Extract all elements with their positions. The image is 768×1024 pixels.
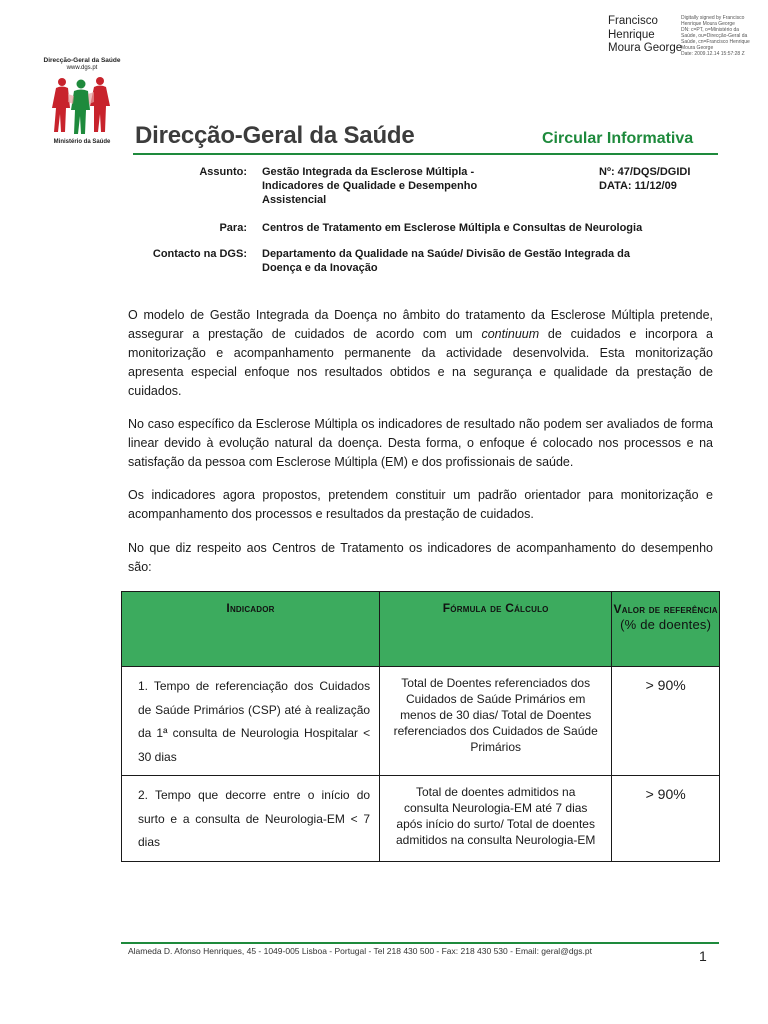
assunto-label: Assunto: [199, 166, 247, 178]
footer-divider [121, 942, 719, 944]
assunto-line: Indicadores de Qualidade e Desempenho [262, 180, 478, 192]
circular-date: DATA: 11/12/09 [599, 180, 677, 192]
logo-url: www.dgs.pt [66, 65, 98, 71]
header-valor-wrap [612, 592, 719, 633]
contacto-line: Doença e da Inovação [262, 262, 378, 274]
paragraph-1-text-a: O modelo de Gestão Integrada da Doença no âmbito do tratamento da Esclerose Múltipla pretende, assegurar a prestação de cuidados de acordo com um [128, 308, 713, 341]
paragraph-2-text: No caso específico da Esclerose Múltipla os indicadores de resultado não podem ser avaliados de forma linear devido à evolução natural da doença. Desta forma, o enfoque é colocado nos processos e na satisfação da pessoa com Esclerose Múltipla (EM) e dos profissionais de saúde. [128, 417, 713, 469]
paragraph-3-text: Os indicadores agora propostos, pretendem constituir um padrão orientador para monitorização e acompanhamento dos processos e resultados da prestação de cuidados. [128, 488, 713, 521]
row-1-formula: Total de Doentes referenciados dos Cuidados de Saúde Primários em menos de 30 dias/ Total de Doentes referenciados dos Cuidados de Saúde Primários [380, 667, 612, 776]
paragraph-1-text-b: de cuidados e incorpora a monitorização e acompanhamento permanente da actividade desenvolvida. Esta monitorização apresenta especial enfoque nos resultados obtidos e na segurança e qualidade da prestação de cuidados. [128, 327, 713, 398]
signature-details [681, 15, 757, 57]
indicator-table [121, 591, 720, 862]
dgs-logo-icon [48, 74, 118, 138]
contacto-value [262, 247, 630, 275]
signature-name-line: Moura George [608, 42, 683, 54]
signature-name-line: Henrique [608, 28, 655, 41]
signature-detail-line: Saúde, ou=Direcção-Geral da [681, 33, 748, 39]
header-indicador-label: Indicador [226, 601, 275, 615]
page-number: 1 [699, 948, 707, 964]
para-label: Para: [219, 222, 247, 234]
row-2-valor: > 90% [612, 776, 720, 862]
row-2-indicador: 2. Tempo que decorre entre o início do surto e a consulta de Neurologia-EM < 7 dias [122, 776, 380, 862]
paragraph-4-text: No que diz respeito aos Centros de Tratamento os indicadores de acompanhamento do desempenho são: [128, 541, 713, 574]
row-1-valor: > 90% [612, 667, 720, 776]
document-type: Circular Informativa [542, 130, 694, 147]
header-valor [612, 592, 720, 667]
signature-detail-line: DN: c=PT, o=Ministério da [681, 27, 740, 33]
page-title: Direcção-Geral da Saúde [135, 122, 415, 149]
signature-detail-line: Moura George [681, 45, 714, 51]
assunto-value [262, 165, 477, 207]
table-header-row [122, 592, 720, 667]
signature-name-line: Francisco [608, 15, 658, 27]
signature-detail-line: Date: 2009.12.14 15:57:28 Z [681, 51, 745, 57]
table-row [122, 667, 720, 776]
header-indicador [122, 592, 380, 667]
logo-org-name: Direcção-Geral da Saúde [43, 57, 121, 64]
signature-detail-line: Digitally signed by Francisco [681, 15, 745, 21]
paragraph-3 [128, 486, 713, 524]
paragraph-2 [128, 415, 713, 472]
contacto-line: Departamento da Qualidade na Saúde/ Divisão de Gestão Integrada da [262, 248, 630, 260]
header-valor-sub: (% de doentes) [620, 617, 712, 632]
contacto-label: Contacto na DGS: [152, 248, 247, 260]
assunto-line: Gestão Integrada da Esclerose Múltipla - [262, 166, 475, 178]
row-1-indicador: 1. Tempo de referenciação dos Cuidados de Saúde Primários (CSP) até à realização da 1ª consulta de Neurologia Hospitalar < 30 dias [122, 667, 380, 776]
header-formula [380, 592, 612, 667]
table-row [122, 776, 720, 862]
logo-ministry: Ministério da Saúde [53, 139, 111, 145]
paragraph-4 [128, 539, 713, 577]
header-formula-label: Fórmula de Cálculo [442, 601, 549, 615]
paragraph-1 [128, 306, 713, 401]
signature-detail-line: Saúde, cn=Francisco Henrique [681, 39, 750, 45]
header-valor-label: Valor de referência [613, 602, 718, 616]
footer-address: Alameda D. Afonso Henriques, 45 - 1049-005 Lisboa - Portugal - Tel 218 430 500 - Fax: 218 430 530 - Email: geral@dgs.pt [128, 946, 592, 956]
signature-name [608, 15, 682, 56]
paragraph-1-emphasis: continuum [481, 327, 540, 341]
para-value: Centros de Tratamento em Esclerose Múltipla e Consultas de Neurologia [262, 222, 643, 234]
assunto-line: Assistencial [262, 194, 327, 206]
circular-number: Nº: 47/DQS/DGIDI [599, 166, 691, 178]
signature-detail-line: Henrique Moura George [681, 21, 735, 27]
row-2-formula: Total de doentes admitidos na consulta Neurologia-EM até 7 dias após início do surto/ Total de doentes admitidos na consulta Neurologia-EM [380, 776, 612, 862]
header-divider [133, 153, 718, 155]
